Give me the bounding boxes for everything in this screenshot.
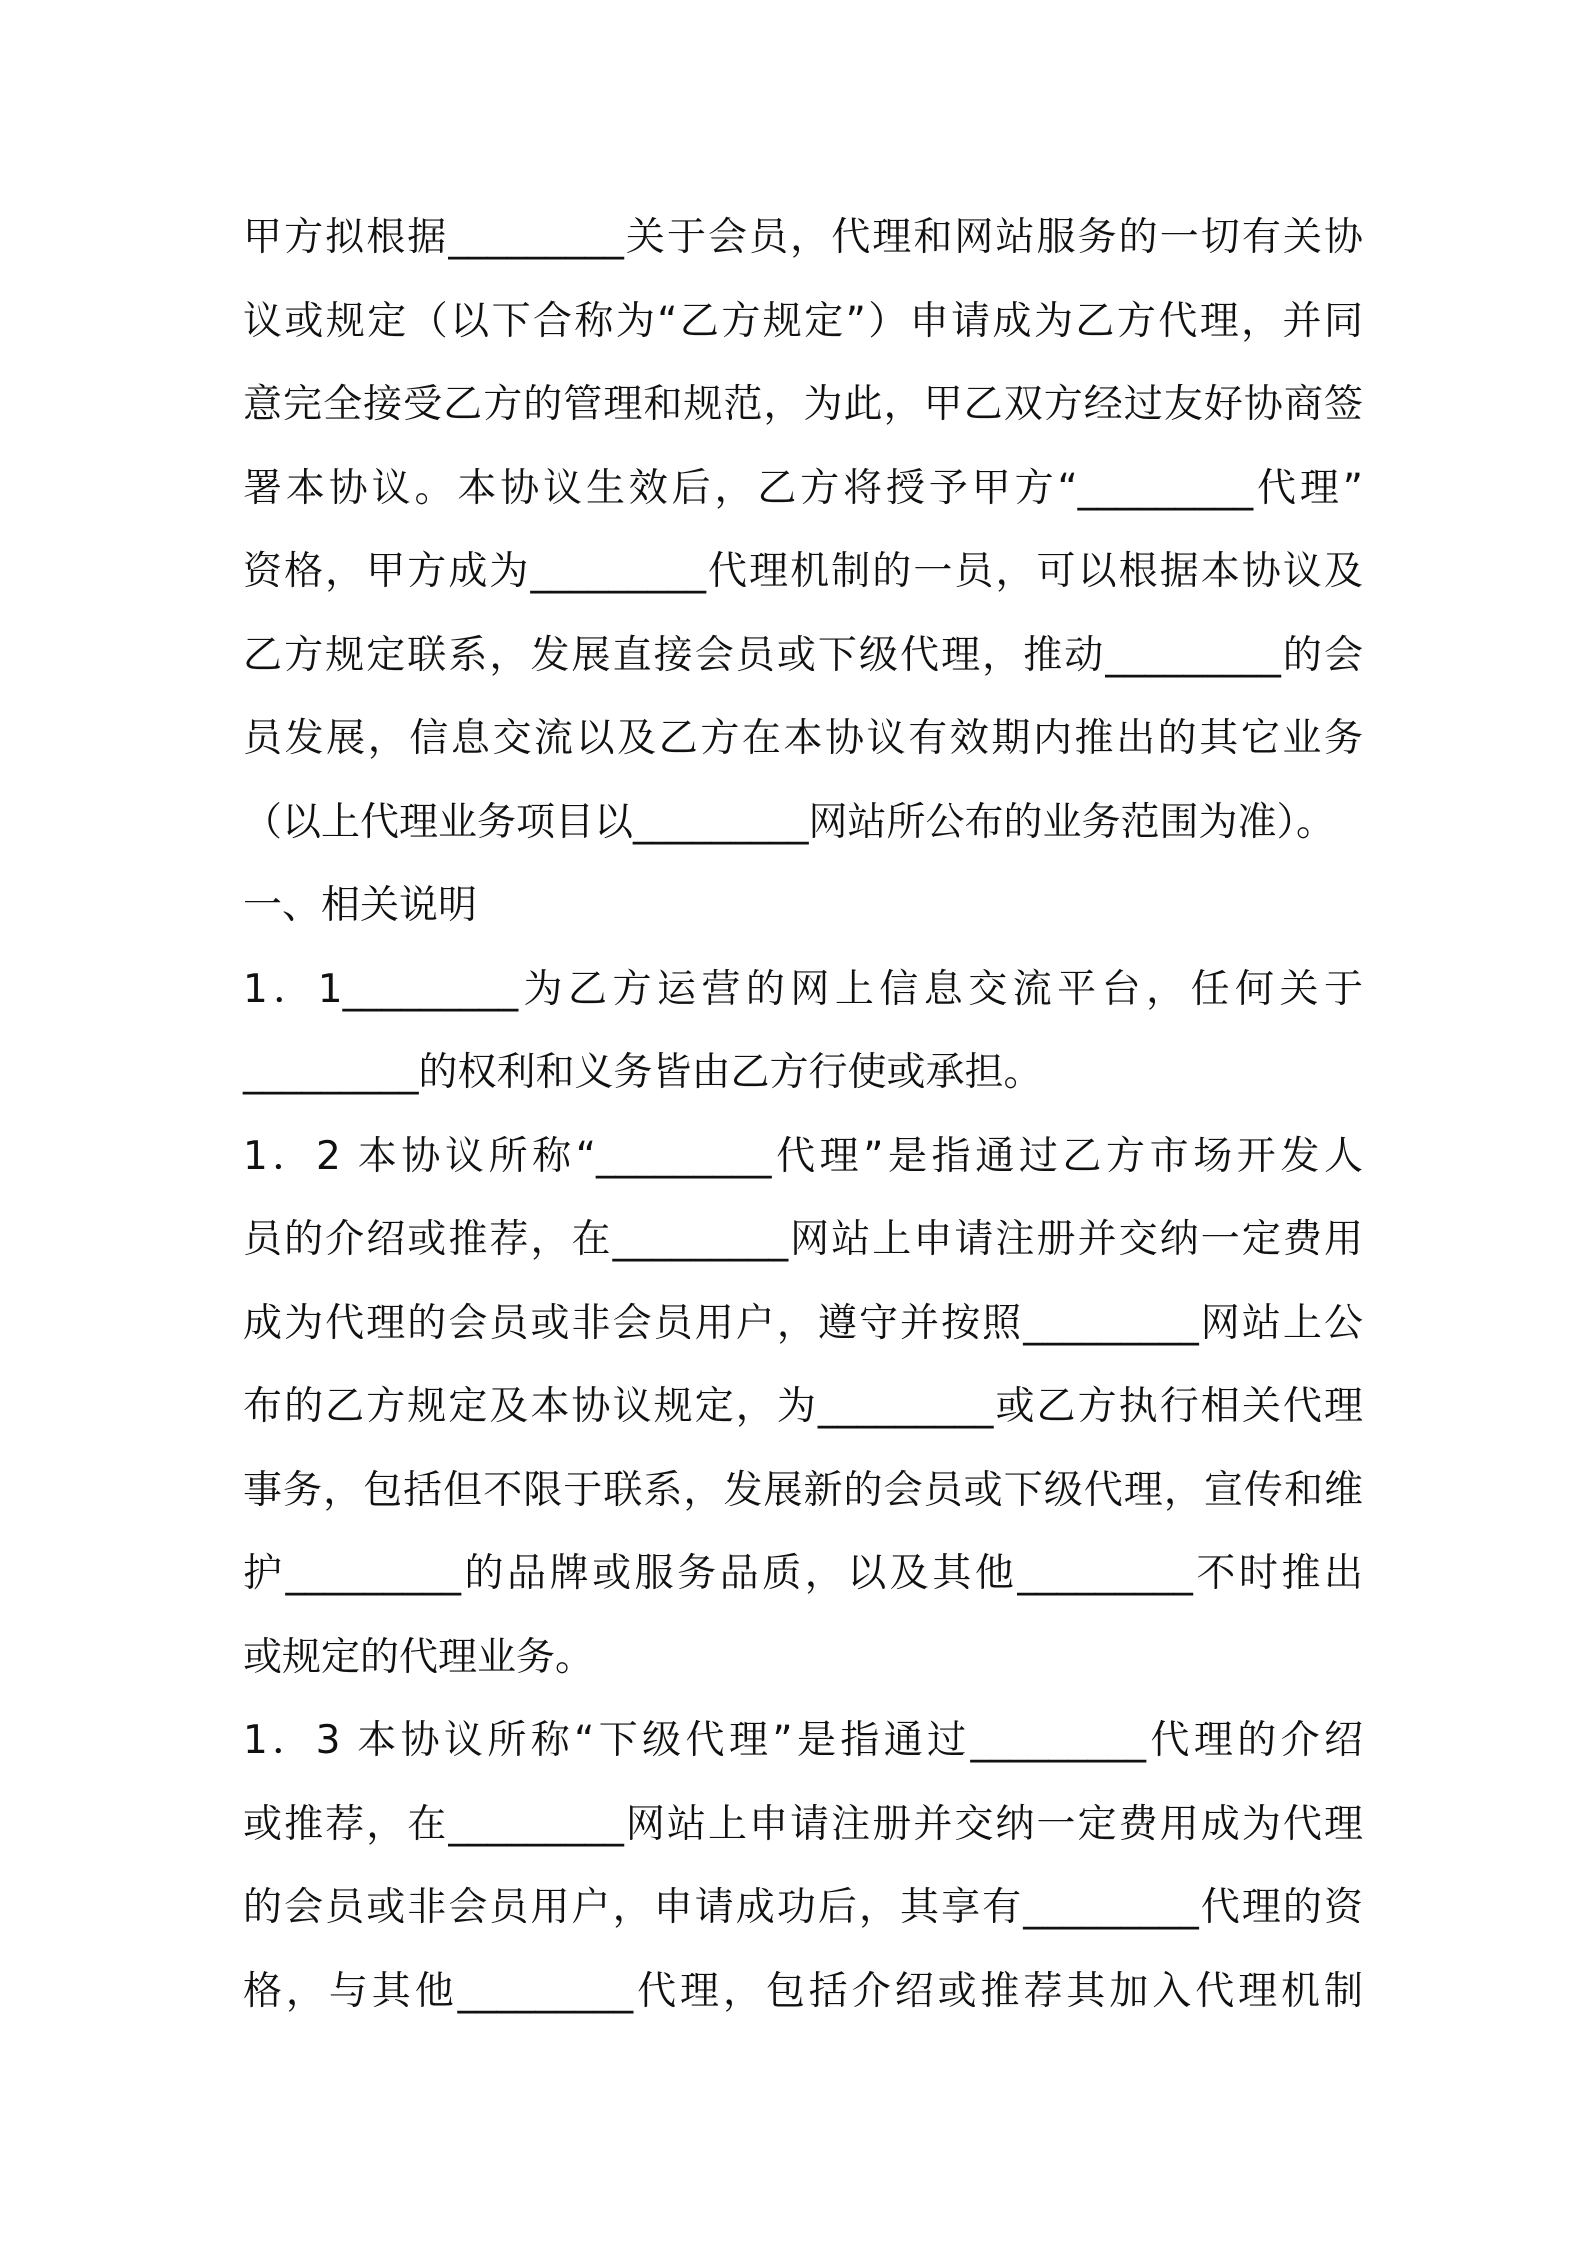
text-line-intro-3: 意完全接受乙方的管理和规范，为此，甲乙双方经过友好协商签 (243, 382, 1363, 427)
agreement-body-text (243, 196, 1363, 2033)
clause-1-2-line-7: 或规定的代理业务。 (243, 1634, 595, 1680)
clause-1-2-line-1: 1．2 本协议所称“_________代理”是指通过乙方市场开发人 (243, 1133, 1363, 1179)
text-line-intro-1: 甲方拟根据_________关于会员，代理和网站服务的一切有关协 (243, 215, 1363, 260)
clause-1-1-line-1: 1．1_________为乙方运营的网上信息交流平台，任何关于 (243, 966, 1363, 1012)
text-line-intro-5: 资格，甲方成为_________代理机制的一员，可以根据本协议及 (243, 549, 1363, 594)
clause-1-3-line-1: 1．3 本协议所称“下级代理”是指通过_________代理的介绍 (243, 1718, 1363, 1763)
text-line-intro-7: 员发展，信息交流以及乙方在本协议有效期内推出的其它业务 (243, 716, 1363, 761)
clause-1-2-line-5: 事务，包括但不限于联系，发展新的会员或下级代理，宣传和维 (243, 1467, 1363, 1513)
clause-1-3-line-4: 格，与其他_________代理，包括介绍或推荐其加入代理机制 (243, 1968, 1363, 2014)
clause-1-2-line-3: 成为代理的会员或非会员用户，遵守并按照_________网站上公 (243, 1300, 1363, 1346)
text-line-intro-6: 乙方规定联系，发展直接会员或下级代理，推动_________的会 (243, 632, 1363, 678)
clause-1-1-line-2: _________的权利和义务皆由乙方行使或承担。 (243, 1050, 1043, 1095)
clause-1-2-line-2: 员的介绍或推荐，在_________网站上申请注册并交纳一定费用 (243, 1217, 1363, 1262)
clause-1-2-line-4: 布的乙方规定及本协议规定，为_________或乙方执行相关代理 (243, 1384, 1363, 1429)
section-heading: 一、相关说明 (243, 883, 478, 928)
text-line-intro-8: （以上代理业务项目以_________网站所公布的业务范围为准）。 (243, 799, 1336, 845)
text-line-intro-4: 署本协议。本协议生效后，乙方将授予甲方“_________代理” (243, 465, 1363, 511)
clause-1-2-line-6: 护_________的品牌或服务品质，以及其他_________不时推出 (243, 1551, 1363, 1596)
text-line-intro-2: 议或规定（以下合称为“乙方规定”）申请成为乙方代理，并同 (243, 298, 1363, 344)
clause-1-3-line-2: 或推荐，在_________网站上申请注册并交纳一定费用成为代理 (243, 1801, 1363, 1847)
clause-1-3-line-3: 的会员或非会员用户，申请成功后，其享有_________代理的资 (243, 1885, 1363, 1930)
